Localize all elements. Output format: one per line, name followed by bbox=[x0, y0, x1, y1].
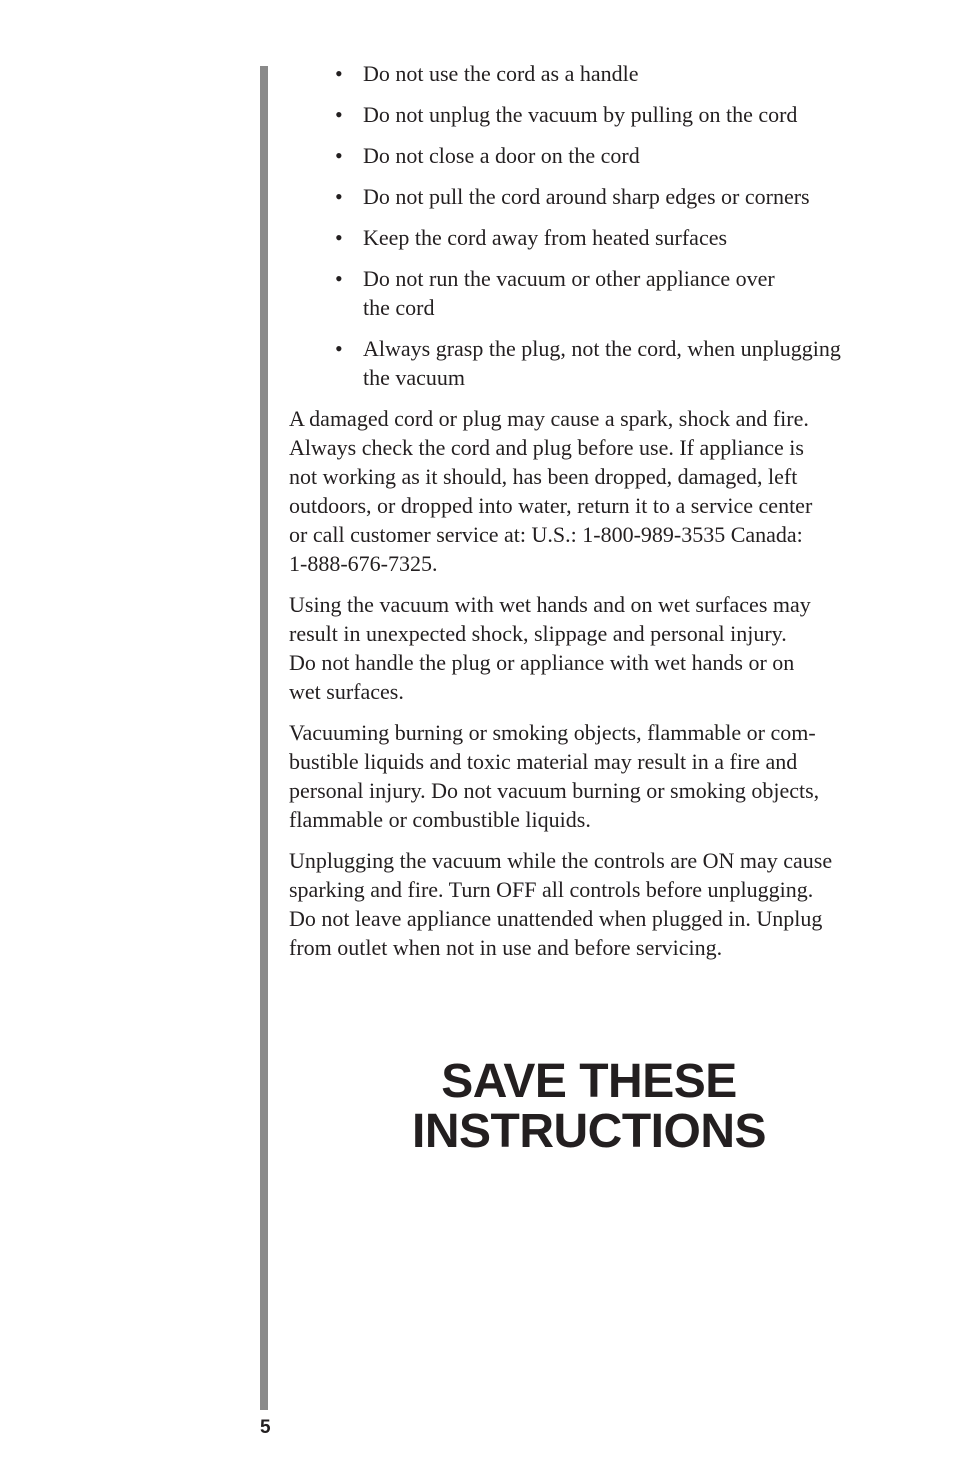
paragraph-line: wet surfaces. bbox=[289, 679, 404, 704]
paragraph-line: from outlet when not in use and before servicing. bbox=[289, 935, 723, 960]
paragraph-line: Do not handle the plug or appliance with wet hands or on bbox=[289, 650, 795, 675]
list-item-text: Do not close a door on the cord bbox=[363, 143, 640, 168]
save-instructions-heading bbox=[289, 1057, 889, 1157]
page-content bbox=[289, 59, 889, 974]
paragraph-line: Always check the cord and plug before use. If appliance is bbox=[289, 435, 804, 460]
paragraph-line: or call customer service at: U.S.: 1-800-989-3535 Canada: bbox=[289, 522, 803, 547]
heading-line: SAVE THESE bbox=[441, 1055, 737, 1108]
paragraph-line: bustible liquids and toxic material may result in a fire and bbox=[289, 749, 798, 774]
list-item bbox=[289, 100, 889, 129]
list-item-text: Keep the cord away from heated surfaces bbox=[363, 225, 728, 250]
paragraph-line: flammable or combustible liquids. bbox=[289, 807, 591, 832]
paragraph-line: Using the vacuum with wet hands and on wet surfaces may bbox=[289, 592, 811, 617]
bullet-marker: • bbox=[335, 184, 343, 209]
paragraph-line: Do not leave appliance unattended when plugged in. Unplug bbox=[289, 906, 823, 931]
paragraph-line: outdoors, or dropped into water, return it to a service center bbox=[289, 493, 813, 518]
list-item-text: Do not use the cord as a handle bbox=[363, 61, 639, 86]
margin-rule bbox=[260, 66, 268, 1410]
page-number: 5 bbox=[260, 1417, 271, 1438]
damaged-cord-warning bbox=[289, 404, 889, 578]
paragraph-line: A damaged cord or plug may cause a spark, shock and fire. bbox=[289, 406, 809, 431]
list-item-text: Always grasp the plug, not the cord, when unplugging bbox=[363, 336, 841, 361]
list-item bbox=[289, 59, 889, 88]
wet-hands-warning bbox=[289, 590, 889, 706]
list-item bbox=[289, 141, 889, 170]
list-item-text: Do not unplug the vacuum by pulling on the cord bbox=[363, 102, 798, 127]
list-item bbox=[289, 223, 889, 252]
bullet-marker: • bbox=[335, 143, 343, 168]
paragraph-line: sparking and fire. Turn OFF all controls before unplugging. bbox=[289, 877, 814, 902]
unplugging-warning bbox=[289, 846, 889, 962]
list-item-text: Do not run the vacuum or other appliance over bbox=[363, 266, 775, 291]
bullet-marker: • bbox=[335, 102, 343, 127]
paragraph-line: Unplugging the vacuum while the controls are ON may cause bbox=[289, 848, 833, 873]
flammable-materials-warning bbox=[289, 718, 889, 834]
list-item bbox=[289, 182, 889, 211]
bullet-marker: • bbox=[335, 61, 343, 86]
bullet-marker: • bbox=[335, 336, 343, 361]
list-item-text: the vacuum bbox=[363, 365, 466, 390]
paragraph-line: personal injury. Do not vacuum burning or smoking objects, bbox=[289, 778, 820, 803]
list-item bbox=[289, 334, 889, 392]
paragraph-line: not working as it should, has been dropped, damaged, left bbox=[289, 464, 798, 489]
list-item bbox=[289, 264, 889, 322]
paragraph-line: result in unexpected shock, slippage and personal injury. bbox=[289, 621, 787, 646]
cord-safety-list bbox=[289, 59, 889, 392]
list-item-text: the cord bbox=[363, 295, 435, 320]
list-item-text: Do not pull the cord around sharp edges or corners bbox=[363, 184, 810, 209]
bullet-marker: • bbox=[335, 266, 343, 291]
paragraph-line: 1-888-676-7325. bbox=[289, 551, 438, 576]
heading-line: INSTRUCTIONS bbox=[412, 1105, 766, 1158]
bullet-marker: • bbox=[335, 225, 343, 250]
paragraph-line: Vacuuming burning or smoking objects, flammable or com- bbox=[289, 720, 816, 745]
